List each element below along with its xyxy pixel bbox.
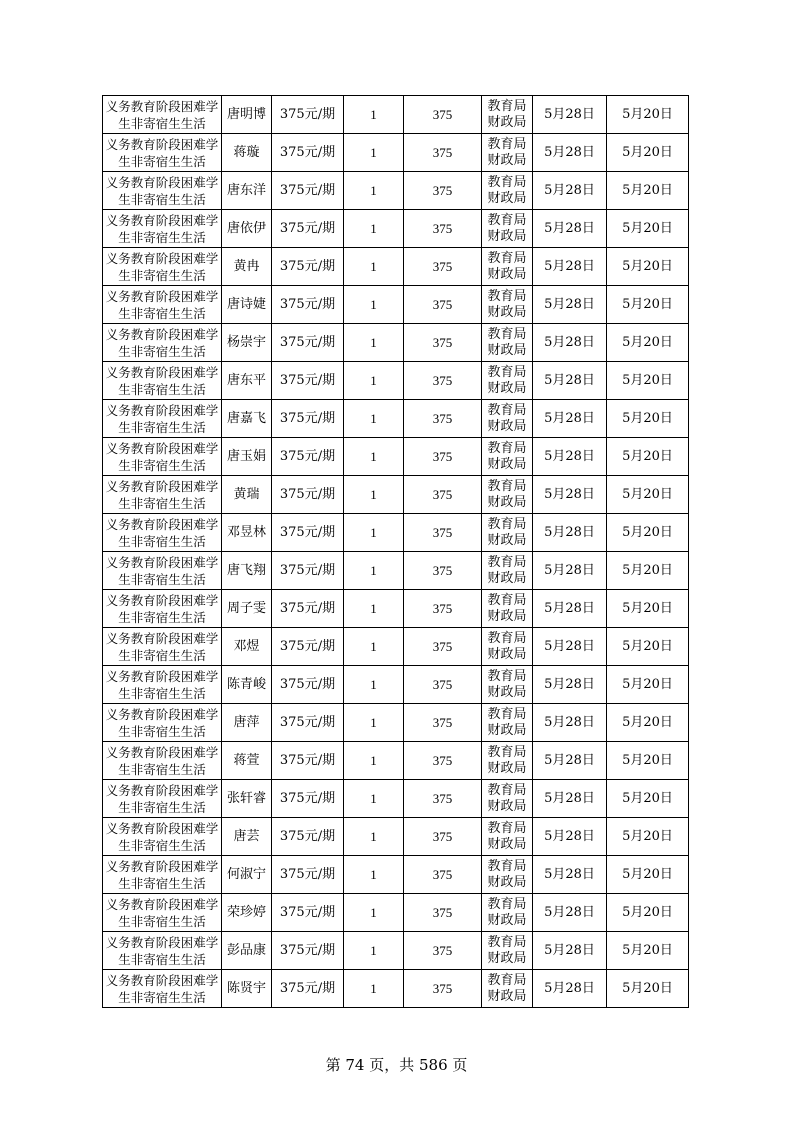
date-cell-1: 5月28日: [533, 96, 607, 134]
standard-cell: 375元/期: [272, 894, 344, 932]
program-cell: 义务教育阶段困难学生非寄宿生生活: [103, 742, 222, 780]
date-cell-1: 5月28日: [533, 134, 607, 172]
count-cell: 1: [344, 932, 404, 970]
amount-cell: 375: [404, 476, 482, 514]
department-cell: 教育局财政局: [482, 476, 533, 514]
program-cell: 义务教育阶段困难学生非寄宿生生活: [103, 970, 222, 1008]
table-row: [103, 742, 689, 780]
table-row: [103, 894, 689, 932]
program-cell: 义务教育阶段困难学生非寄宿生生活: [103, 210, 222, 248]
program-cell: 义务教育阶段困难学生非寄宿生生活: [103, 172, 222, 210]
amount-cell: 375: [404, 362, 482, 400]
count-cell: 1: [344, 286, 404, 324]
amount-cell: 375: [404, 552, 482, 590]
department-cell: 教育局财政局: [482, 932, 533, 970]
date-cell-1: 5月28日: [533, 400, 607, 438]
program-cell: 义务教育阶段困难学生非寄宿生生活: [103, 704, 222, 742]
standard-cell: 375元/期: [272, 96, 344, 134]
standard-cell: 375元/期: [272, 210, 344, 248]
table-row: [103, 96, 689, 134]
date-cell-2: 5月20日: [607, 172, 689, 210]
count-cell: 1: [344, 856, 404, 894]
amount-cell: 375: [404, 932, 482, 970]
program-cell: 义务教育阶段困难学生非寄宿生生活: [103, 438, 222, 476]
amount-cell: 375: [404, 666, 482, 704]
table-row: [103, 324, 689, 362]
program-cell: 义务教育阶段困难学生非寄宿生生活: [103, 894, 222, 932]
date-cell-2: 5月20日: [607, 514, 689, 552]
date-cell-2: 5月20日: [607, 818, 689, 856]
count-cell: 1: [344, 248, 404, 286]
table-row: [103, 552, 689, 590]
department-cell: 教育局财政局: [482, 248, 533, 286]
date-cell-2: 5月20日: [607, 742, 689, 780]
student-name-cell: 蒋璇: [222, 134, 272, 172]
student-name-cell: 周子雯: [222, 590, 272, 628]
student-name-cell: 杨崇宇: [222, 324, 272, 362]
student-name-cell: 唐明博: [222, 96, 272, 134]
date-cell-1: 5月28日: [533, 932, 607, 970]
standard-cell: 375元/期: [272, 248, 344, 286]
table-row: [103, 818, 689, 856]
amount-cell: 375: [404, 438, 482, 476]
date-cell-1: 5月28日: [533, 248, 607, 286]
table-row: [103, 932, 689, 970]
date-cell-1: 5月28日: [533, 856, 607, 894]
program-cell: 义务教育阶段困难学生非寄宿生生活: [103, 362, 222, 400]
standard-cell: 375元/期: [272, 780, 344, 818]
date-cell-2: 5月20日: [607, 628, 689, 666]
department-cell: 教育局财政局: [482, 856, 533, 894]
table-row: [103, 628, 689, 666]
standard-cell: 375元/期: [272, 970, 344, 1008]
department-cell: 教育局财政局: [482, 324, 533, 362]
department-cell: 教育局财政局: [482, 438, 533, 476]
program-cell: 义务教育阶段困难学生非寄宿生生活: [103, 552, 222, 590]
count-cell: 1: [344, 780, 404, 818]
department-cell: 教育局财政局: [482, 780, 533, 818]
date-cell-2: 5月20日: [607, 362, 689, 400]
amount-cell: 375: [404, 856, 482, 894]
standard-cell: 375元/期: [272, 362, 344, 400]
student-name-cell: 张轩睿: [222, 780, 272, 818]
student-name-cell: 唐嘉飞: [222, 400, 272, 438]
standard-cell: 375元/期: [272, 704, 344, 742]
amount-cell: 375: [404, 210, 482, 248]
date-cell-2: 5月20日: [607, 894, 689, 932]
department-cell: 教育局财政局: [482, 514, 533, 552]
count-cell: 1: [344, 590, 404, 628]
count-cell: 1: [344, 210, 404, 248]
standard-cell: 375元/期: [272, 438, 344, 476]
count-cell: 1: [344, 514, 404, 552]
program-cell: 义务教育阶段困难学生非寄宿生生活: [103, 818, 222, 856]
table-row: [103, 172, 689, 210]
program-cell: 义务教育阶段困难学生非寄宿生生活: [103, 780, 222, 818]
standard-cell: 375元/期: [272, 932, 344, 970]
student-name-cell: 黄冉: [222, 248, 272, 286]
amount-cell: 375: [404, 96, 482, 134]
student-name-cell: 唐东平: [222, 362, 272, 400]
amount-cell: 375: [404, 514, 482, 552]
date-cell-2: 5月20日: [607, 438, 689, 476]
date-cell-2: 5月20日: [607, 666, 689, 704]
date-cell-2: 5月20日: [607, 476, 689, 514]
date-cell-2: 5月20日: [607, 590, 689, 628]
count-cell: 1: [344, 742, 404, 780]
date-cell-1: 5月28日: [533, 552, 607, 590]
table-body: [103, 96, 689, 1008]
date-cell-1: 5月28日: [533, 476, 607, 514]
date-cell-2: 5月20日: [607, 286, 689, 324]
date-cell-1: 5月28日: [533, 590, 607, 628]
amount-cell: 375: [404, 780, 482, 818]
department-cell: 教育局财政局: [482, 362, 533, 400]
department-cell: 教育局财政局: [482, 818, 533, 856]
date-cell-1: 5月28日: [533, 514, 607, 552]
table-row: [103, 970, 689, 1008]
table-row: [103, 438, 689, 476]
count-cell: 1: [344, 324, 404, 362]
amount-cell: 375: [404, 324, 482, 362]
date-cell-1: 5月28日: [533, 438, 607, 476]
department-cell: 教育局财政局: [482, 400, 533, 438]
count-cell: 1: [344, 894, 404, 932]
standard-cell: 375元/期: [272, 818, 344, 856]
date-cell-2: 5月20日: [607, 856, 689, 894]
program-cell: 义务教育阶段困难学生非寄宿生生活: [103, 932, 222, 970]
program-cell: 义务教育阶段困难学生非寄宿生生活: [103, 286, 222, 324]
table-row: [103, 590, 689, 628]
date-cell-2: 5月20日: [607, 970, 689, 1008]
date-cell-2: 5月20日: [607, 248, 689, 286]
date-cell-1: 5月28日: [533, 210, 607, 248]
standard-cell: 375元/期: [272, 590, 344, 628]
student-name-cell: 邓昱林: [222, 514, 272, 552]
date-cell-1: 5月28日: [533, 704, 607, 742]
count-cell: 1: [344, 818, 404, 856]
program-cell: 义务教育阶段困难学生非寄宿生生活: [103, 514, 222, 552]
table-row: [103, 780, 689, 818]
table-row: [103, 666, 689, 704]
table-row: [103, 210, 689, 248]
table-row: [103, 856, 689, 894]
program-cell: 义务教育阶段困难学生非寄宿生生活: [103, 134, 222, 172]
standard-cell: 375元/期: [272, 552, 344, 590]
department-cell: 教育局财政局: [482, 96, 533, 134]
count-cell: 1: [344, 628, 404, 666]
standard-cell: 375元/期: [272, 400, 344, 438]
standard-cell: 375元/期: [272, 628, 344, 666]
department-cell: 教育局财政局: [482, 666, 533, 704]
count-cell: 1: [344, 172, 404, 210]
standard-cell: 375元/期: [272, 324, 344, 362]
department-cell: 教育局财政局: [482, 552, 533, 590]
department-cell: 教育局财政局: [482, 628, 533, 666]
program-cell: 义务教育阶段困难学生非寄宿生生活: [103, 666, 222, 704]
program-cell: 义务教育阶段困难学生非寄宿生生活: [103, 590, 222, 628]
amount-cell: 375: [404, 704, 482, 742]
table-row: [103, 134, 689, 172]
date-cell-2: 5月20日: [607, 780, 689, 818]
department-cell: 教育局财政局: [482, 210, 533, 248]
student-name-cell: 唐芸: [222, 818, 272, 856]
date-cell-1: 5月28日: [533, 324, 607, 362]
date-cell-2: 5月20日: [607, 96, 689, 134]
standard-cell: 375元/期: [272, 286, 344, 324]
amount-cell: 375: [404, 818, 482, 856]
standard-cell: 375元/期: [272, 476, 344, 514]
student-name-cell: 唐萍: [222, 704, 272, 742]
date-cell-2: 5月20日: [607, 210, 689, 248]
subsidy-table: [102, 95, 689, 1008]
program-cell: 义务教育阶段困难学生非寄宿生生活: [103, 324, 222, 362]
count-cell: 1: [344, 400, 404, 438]
department-cell: 教育局财政局: [482, 704, 533, 742]
count-cell: 1: [344, 666, 404, 704]
department-cell: 教育局财政局: [482, 286, 533, 324]
department-cell: 教育局财政局: [482, 590, 533, 628]
student-name-cell: 何淑宁: [222, 856, 272, 894]
date-cell-1: 5月28日: [533, 818, 607, 856]
amount-cell: 375: [404, 970, 482, 1008]
date-cell-2: 5月20日: [607, 324, 689, 362]
student-name-cell: 唐飞翔: [222, 552, 272, 590]
student-name-cell: 彭品康: [222, 932, 272, 970]
student-name-cell: 邓煜: [222, 628, 272, 666]
table-row: [103, 248, 689, 286]
table-row: [103, 400, 689, 438]
amount-cell: 375: [404, 742, 482, 780]
date-cell-2: 5月20日: [607, 400, 689, 438]
count-cell: 1: [344, 970, 404, 1008]
department-cell: 教育局财政局: [482, 134, 533, 172]
department-cell: 教育局财政局: [482, 970, 533, 1008]
department-cell: 教育局财政局: [482, 172, 533, 210]
page-number-footer: 第 74 页，共 586 页: [325, 1056, 468, 1074]
program-cell: 义务教育阶段困难学生非寄宿生生活: [103, 856, 222, 894]
count-cell: 1: [344, 552, 404, 590]
program-cell: 义务教育阶段困难学生非寄宿生生活: [103, 248, 222, 286]
student-name-cell: 蒋萱: [222, 742, 272, 780]
count-cell: 1: [344, 362, 404, 400]
program-cell: 义务教育阶段困难学生非寄宿生生活: [103, 476, 222, 514]
count-cell: 1: [344, 438, 404, 476]
amount-cell: 375: [404, 286, 482, 324]
date-cell-1: 5月28日: [533, 362, 607, 400]
student-name-cell: 唐诗婕: [222, 286, 272, 324]
amount-cell: 375: [404, 628, 482, 666]
table-row: [103, 704, 689, 742]
standard-cell: 375元/期: [272, 514, 344, 552]
table-row: [103, 476, 689, 514]
department-cell: 教育局财政局: [482, 894, 533, 932]
standard-cell: 375元/期: [272, 172, 344, 210]
department-cell: 教育局财政局: [482, 742, 533, 780]
student-name-cell: 黄瑞: [222, 476, 272, 514]
amount-cell: 375: [404, 400, 482, 438]
date-cell-1: 5月28日: [533, 742, 607, 780]
date-cell-1: 5月28日: [533, 894, 607, 932]
count-cell: 1: [344, 704, 404, 742]
student-name-cell: 唐依伊: [222, 210, 272, 248]
standard-cell: 375元/期: [272, 856, 344, 894]
standard-cell: 375元/期: [272, 666, 344, 704]
subsidy-table-wrapper: [102, 95, 688, 1008]
date-cell-2: 5月20日: [607, 134, 689, 172]
program-cell: 义务教育阶段困难学生非寄宿生生活: [103, 400, 222, 438]
student-name-cell: 唐东洋: [222, 172, 272, 210]
amount-cell: 375: [404, 172, 482, 210]
amount-cell: 375: [404, 590, 482, 628]
date-cell-1: 5月28日: [533, 628, 607, 666]
date-cell-1: 5月28日: [533, 172, 607, 210]
student-name-cell: 唐玉娟: [222, 438, 272, 476]
student-name-cell: 陈贤宇: [222, 970, 272, 1008]
date-cell-2: 5月20日: [607, 932, 689, 970]
date-cell-2: 5月20日: [607, 704, 689, 742]
count-cell: 1: [344, 134, 404, 172]
date-cell-1: 5月28日: [533, 666, 607, 704]
amount-cell: 375: [404, 894, 482, 932]
table-row: [103, 362, 689, 400]
standard-cell: 375元/期: [272, 134, 344, 172]
date-cell-1: 5月28日: [533, 970, 607, 1008]
table-row: [103, 286, 689, 324]
amount-cell: 375: [404, 248, 482, 286]
count-cell: 1: [344, 476, 404, 514]
student-name-cell: 荣珍婷: [222, 894, 272, 932]
student-name-cell: 陈青峻: [222, 666, 272, 704]
date-cell-1: 5月28日: [533, 780, 607, 818]
date-cell-1: 5月28日: [533, 286, 607, 324]
amount-cell: 375: [404, 134, 482, 172]
program-cell: 义务教育阶段困难学生非寄宿生生活: [103, 628, 222, 666]
standard-cell: 375元/期: [272, 742, 344, 780]
count-cell: 1: [344, 96, 404, 134]
table-row: [103, 514, 689, 552]
program-cell: 义务教育阶段困难学生非寄宿生生活: [103, 96, 222, 134]
date-cell-2: 5月20日: [607, 552, 689, 590]
